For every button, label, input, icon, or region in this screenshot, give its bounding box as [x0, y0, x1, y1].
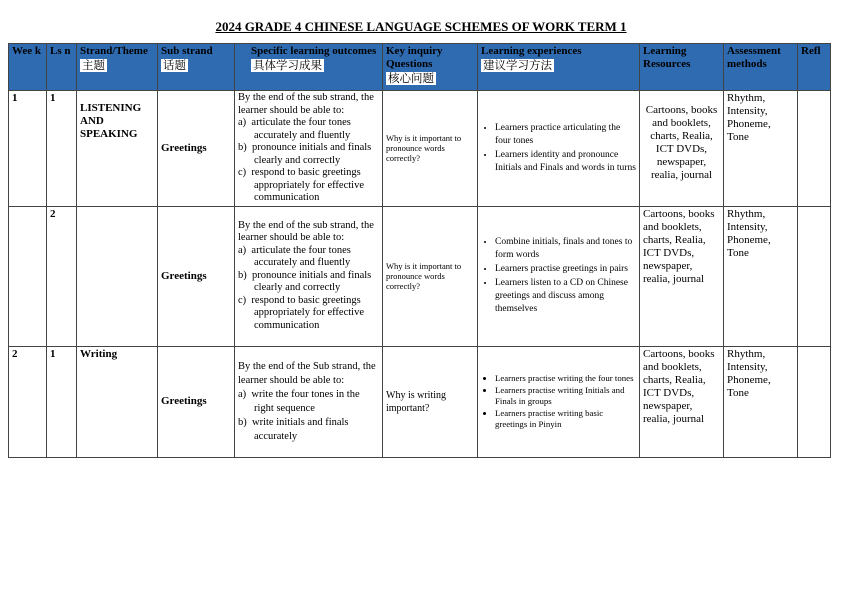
- cell-outcomes: By the end of the sub strand, the learner should be able to: a) articulate the four tones accurately and fluently b) pronounce initials and finals clearly and correctly c) respond to basic greetings appropriately for effective communication: [235, 206, 383, 346]
- header-week: Wee k: [9, 44, 47, 91]
- experience-item: • Learners practise writing the four tones: [495, 373, 636, 384]
- outcome-item: b) write initials and finals accurately: [238, 416, 349, 442]
- cell-week: 2: [9, 346, 47, 457]
- experience-item: • Learners identity and pronounce Initials and Finals and words in turns: [495, 149, 636, 175]
- header-strand: Strand/Theme 主题: [77, 44, 158, 91]
- cell-inquiry: Why is it important to pronounce words correctly?: [383, 206, 478, 346]
- cell-inquiry: Why is writing important?: [383, 346, 478, 457]
- experience-item: • Learners practise greetings in pairs: [495, 263, 636, 276]
- experience-item: • Learners practise writing Initials and Finals in groups: [495, 385, 636, 407]
- outcome-item: b) pronounce initials and finals clearly and correctly: [238, 142, 372, 166]
- cell-strand: LISTENING AND SPEAKING: [77, 91, 158, 207]
- experience-item: • Learners practice articulating the four tones: [495, 122, 636, 148]
- header-substrand: Sub strand 话题: [158, 44, 235, 91]
- cell-reflection: [798, 91, 831, 207]
- cell-strand: [77, 206, 158, 346]
- cell-outcomes: By the end of the sub strand, the learner should be able to: a) articulate the four tones accurately and fluently b) pronounce initials and finals clearly and correctly c) respond to basic greetings appropriately for effective communication: [235, 91, 383, 207]
- outcome-item: b) pronounce initials and finals clearly and correctly: [238, 269, 372, 294]
- cell-lesson: 2: [47, 206, 77, 346]
- outcome-item: a) write the four tones in the right sequence: [238, 388, 360, 414]
- cell-assessment: Rhythm, Intensity, Phoneme, Tone: [724, 91, 798, 207]
- cell-experiences: [478, 206, 640, 346]
- cell-lesson: 1: [47, 91, 77, 207]
- outcome-item: c) respond to basic greetings appropriately for effective communication: [238, 294, 364, 331]
- outcome-item: a) articulate the four tones accurately and fluently: [238, 117, 351, 141]
- cell-outcomes: By the end of the Sub strand, the learner should be able to: a) write the four tones in the right sequence b) write initials and finals accurately: [235, 346, 383, 457]
- header-row: [9, 44, 831, 91]
- experience-item: • Learners practise writing basic greetings in Pinyin: [495, 408, 636, 430]
- header-outcomes-zh: 具体学习成果: [253, 58, 322, 72]
- header-inquiry: Key inquiry Questions 核心问题: [383, 44, 478, 91]
- header-inquiry-zh: 核心问题: [388, 71, 434, 85]
- table-row: [9, 91, 831, 207]
- cell-resources: Cartoons, books and booklets, charts, Realia, ICT DVDs, newspaper, realia, journal: [640, 206, 724, 346]
- cell-substrand: Greetings: [158, 346, 235, 457]
- cell-assessment: Rhythm, Intensity, Phoneme, Tone: [724, 346, 798, 457]
- header-assessment: Assessment methods: [724, 44, 798, 91]
- page-title: 2024 GRADE 4 CHINESE LANGUAGE SCHEMES OF WORK TERM 1: [215, 19, 627, 34]
- cell-experiences: [478, 91, 640, 207]
- table-row: [9, 206, 831, 346]
- cell-reflection: [798, 346, 831, 457]
- cell-reflection: [798, 206, 831, 346]
- cell-strand: Writing: [77, 346, 158, 457]
- cell-week: [9, 206, 47, 346]
- header-strand-zh: 主题: [82, 58, 105, 72]
- header-substrand-zh: 话题: [163, 58, 186, 72]
- cell-week: 1: [9, 91, 47, 207]
- cell-assessment: Rhythm, Intensity, Phoneme, Tone: [724, 206, 798, 346]
- cell-resources: Cartoons, books and booklets, charts, Realia, ICT DVDs, newspaper, realia, journal: [640, 91, 724, 207]
- cell-substrand: Greetings: [158, 206, 235, 346]
- cell-lesson: 1: [47, 346, 77, 457]
- header-experiences: Learning experiences 建议学习方法: [478, 44, 640, 91]
- cell-resources: Cartoons, books and booklets, charts, Realia, ICT DVDs, newspaper, realia, journal: [640, 346, 724, 457]
- schemes-of-work-table: [8, 43, 831, 458]
- table-row: [9, 346, 831, 457]
- outcome-item: c) respond to basic greetings appropriately for effective communication: [238, 167, 364, 203]
- cell-experiences: [478, 346, 640, 457]
- experience-item: • Combine initials, finals and tones to form words: [495, 236, 636, 262]
- header-experiences-zh: 建议学习方法: [483, 58, 552, 72]
- cell-inquiry: Why is it important to pronounce words correctly?: [383, 91, 478, 207]
- experience-item: • Learners listen to a CD on Chinese greetings and discuss among themselves: [495, 277, 636, 316]
- header-outcomes: Specific learning outcomes 具体学习成果: [235, 44, 383, 91]
- outcome-item: a) articulate the four tones accurately and fluently: [238, 244, 351, 269]
- cell-substrand: Greetings: [158, 91, 235, 207]
- header-lesson: Ls n: [47, 44, 77, 91]
- header-reflection: Refl: [798, 44, 831, 91]
- header-resources: Learning Resources: [640, 44, 724, 91]
